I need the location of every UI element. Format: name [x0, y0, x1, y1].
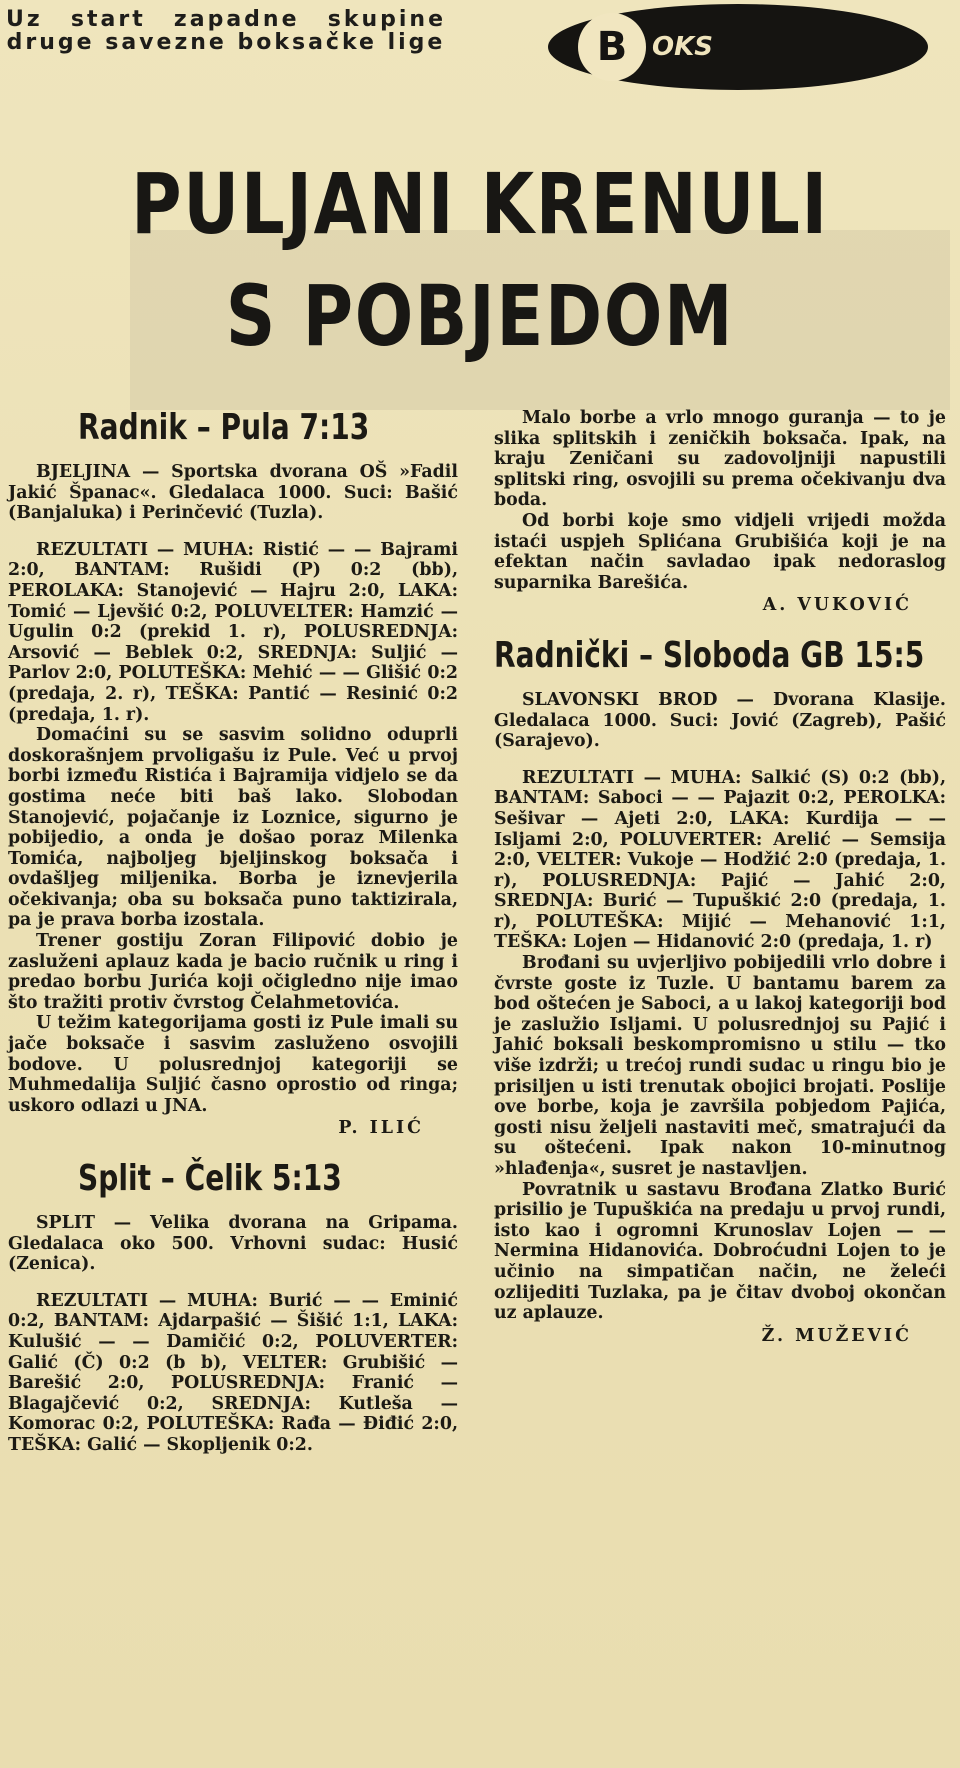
article-paragraph: Malo borbe a vrlo mnogo guranja — to je slika splitskih i zeničkih boksača. Ipak, na kraju Zeničani su zadovoljniji napustili splitski ring, osvojili su prema očekivanju dva boda.: [494, 408, 946, 511]
article-title-split-celik: Split – Čelik 5:13: [78, 1158, 342, 1199]
kicker-line: Uz start zapadne skupine druge savezne boksačke lige: [6, 7, 446, 55]
article-intro: BJELJINA — Sportska dvorana OŠ »Fadil Jakić Španac«. Gledalaca 1000. Suci: Bašić (Banjaluka) i Perinčević (Tuzla).: [8, 462, 458, 524]
article-results: REZULTATI — MUHA: Burić — — Eminić 0:2, BANTAM: Ajdarpašić — Šišić 1:1, LAKA: Kulušić — — Damičić 0:2, POLUVERTER: Galić (Č) 0:2 (b b), VELTER: Grubišić — Barešić 2:0, POLUSREDNJA: Franić — Blagajčević 0:2, SREDNJA: Kutleša — Komorac 0:2, POLUTEŠKA: Rađa — Điđić 2:0, TEŠKA: Galić — Skopljenik 0:2.: [8, 1290, 458, 1455]
article-title-radnik-pula: Radnik – Pula 7:13: [78, 407, 370, 448]
article-paragraph: Domaćini su se sasvim solidno oduprli doskorašnjem prvoligašu iz Pule. Već u prvoj borbi između Ristića i Bajramija vidjelo se da gostima neće biti baš lako. Slobodan Stanojević, pojačanje iz Loznice, sigurno je pobijedio, a onda je došao poraz Milenka Tomića, najboljeg bjeljinskog boksača i ovdašljeg miljenika. Borba je iznevjerila očekivanja; oba su boksača puno taktizirala, pa je prava borba izostala.: [8, 725, 458, 931]
article-paragraph: Povratnik u sastavu Brođana Zlatko Burić prisilio je Tupuškića na predaju u prvoj rundi, isto kao i ogromni Krunoslav Lojen — — Nermina Hidanovića. Dobroćudni Lojen to je učinio na simpatičan način, ne želeći ozlijediti Tuzlaka, pa je čitav dvoboj okončan uz aplauze.: [494, 1179, 946, 1324]
article-intro: SPLIT — Velika dvorana na Gripama. Gledalaca oko 500. Vrhovni sudac: Husić (Zenica).: [8, 1213, 458, 1275]
article-results: REZULTATI — MUHA: Ristić — — Bajrami 2:0, BANTAM: Rušidi (P) 0:2 (bb), PEROLAKA: Stanojević — Hajru 2:0, LAKA: Tomić — Ljevšić 0:2, POLUVELTER: Hamzić — Ugulin 0:2 (prekid 1. r), POLUSREDNJA: Arsović — Beblek 0:2, SREDNJA: Suljić — Parlov 2:0, POLUTEŠKA: Mehić — — Glišić 0:2 (predaja, 2. r), TEŠKA: Pantić — Resinić 0:2 (predaja, 1. r).: [8, 539, 458, 725]
headline-line-1: PULJANI KRENULI: [131, 155, 829, 253]
left-column: [8, 400, 458, 1456]
right-column: [494, 408, 946, 1352]
article-author: A. VUKOVIĆ: [762, 595, 912, 616]
article-paragraph: Trener gostiju Zoran Filipović dobio je zasluženi aplauz kada je bacio ručnik u ring i predao borbu Jurića koji očigledno nije imao što tražiti protiv čvrstog Čelahmetovića.: [8, 931, 458, 1013]
boks-logo-letter: B: [578, 13, 646, 81]
headline-line-2: S POBJEDOM: [225, 267, 735, 365]
article-author: Ž. MUŽEVIĆ: [761, 1325, 912, 1346]
headline: [86, 148, 873, 372]
article-paragraph: Brođani su uvjerljivo pobijedili vrlo dobre i čvrste goste iz Tuzle. U bantamu barem za bod oštećen je Saboci, a u lakoj kategoriji bod je zaslužio Isljami. U polusrednjoj su Pajić i Jahić boksali beskompromisno u stilu — tko više izdrži; u trećoj rundi sudac u ringu bio je prisiljen u isti trenutak obojici brojati. Poslije ove borbe, koja je završila pobjedom Pajića, gosti nisu željeli nastaviti meč, smatrajući da su oštećeni. Ipak nakon 10-minutnog »hlađenja«, susret je nastavljen.: [494, 953, 946, 1179]
article-author: P. ILIĆ: [338, 1118, 424, 1139]
article-title-radnicki-sloboda: Radnički – Sloboda GB 15:5: [494, 634, 925, 676]
boks-logo-text: OKS: [652, 32, 713, 62]
article-paragraph: Od borbi koje smo vidjeli vrijedi možda istaći uspjeh Splićana Grubišića koji je na efektan način savladao ipak nedoraslog suparnika Barešića.: [494, 510, 946, 593]
boks-logo: [548, 4, 928, 90]
article-intro: SLAVONSKI BROD — Dvorana Klasije. Gledalaca 1000. Suci: Jović (Zagreb), Pašić (Sarajevo).: [494, 689, 946, 752]
article-results: REZULTATI — MUHA: Salkić (S) 0:2 (bb), BANTAM: Saboci — — Pajazit 0:2, PEROLKA: Sešivar — Ajeti 2:0, LAKA: Kurdija — — Isljami 2:0, POLUVERTER: Arelić — Semsija 2:0, VELTER: Vukoje — Hodžić 2:0 (predaja, 1. r), POLUSREDNJA: Pajić — Jahić 2:0, SREDNJA: Burić — Tupuškić 2:0 (predaja, 1. r), POLUTEŠKA: Mijić — Mehanović 1:1, TEŠKA: Lojen — Hidanović 2:0 (predaja, 1. r): [494, 767, 946, 953]
article-paragraph: U težim kategorijama gosti iz Pule imali su jače boksače i sasvim zasluženo osvojili bodove. U polusrednjoj kategoriji se Muhmedalija Suljić časno oprostio od ringa; uskoro odlazi u JNA.: [8, 1013, 458, 1116]
